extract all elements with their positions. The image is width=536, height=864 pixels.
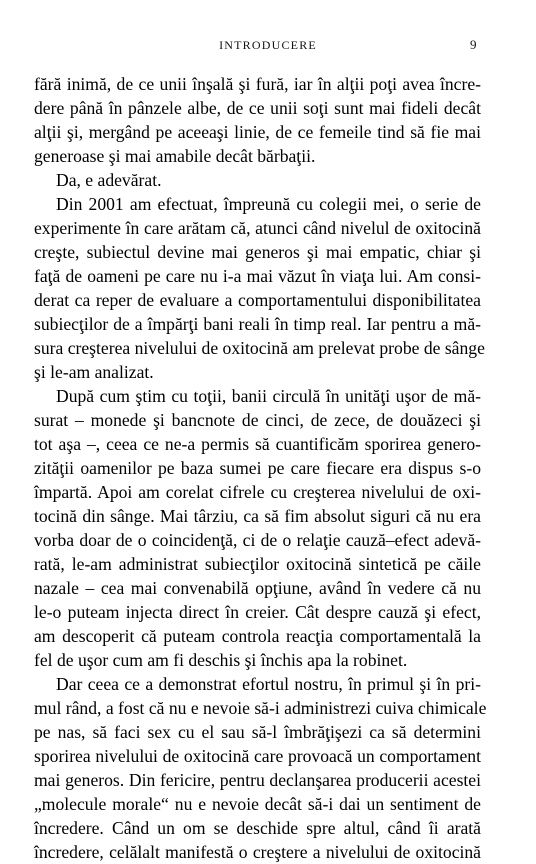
text-line: alţii şi, mergând pe aceeaşi linie, de ce femeile tind să fie mai [34,122,481,142]
body-text [34,72,487,864]
text-line: derat ca reper de evaluare a comportamentului disponibilitatea [34,290,481,310]
text-line: Da, e adevărat. [56,170,162,190]
text-line: generoase şi mai amabile decât bărbaţii. [34,146,316,166]
text-line: tot aşa –, ceea ce ne-a permis să cuantificăm sporirea genero- [34,434,481,454]
text-line: subiecţilor de a împărţi bani reali în timp real. Iar pentru a mă- [34,314,481,334]
text-line: rată, le-am administrat subiecţilor oxitocină sintetică pe căile [34,554,481,574]
text-line: mul rând, a fost că nu e nevoie să-i administrezi cuiva chimicale [34,698,487,718]
text-line: experimente în care arătam că, atunci când nivelul de oxitocină [34,218,481,238]
text-line: zităţii oamenilor pe baza sumei pe care fiecare era dispus s-o [34,458,481,478]
text-line: Dar ceea ce a demonstrat efortul nostru, în primul şi în pri- [56,674,481,694]
text-line: împartă. Apoi am corelat cifrele cu creşterea nivelului de oxi- [34,482,481,502]
text-line: „molecule morale“ nu e nevoie decât să-i dai un sentiment de [34,794,481,814]
text-line: mai generos. Din fericire, pentru declanşarea producerii acestei [34,770,481,790]
text-line: le-o puteam injecta direct în creier. Cât despre cauză şi efect, [34,602,481,622]
text-line: încredere, celălalt manifestă o creştere a nivelului de oxitocină [34,842,481,862]
text-line: După cum ştim cu toţii, banii circulă în unităţi uşor de mă- [56,386,481,406]
text-line: tocină din sânge. Mai târziu, ca să fim absolut siguri că nu era [34,506,481,526]
text-line: sura creşterea nivelului de oxitocină am prelevat probe de sânge [34,338,485,358]
running-header-title: INTRODUCERE [219,38,317,52]
text-line: surat – monede şi bancnote de cinci, de zece, de douăzeci şi [34,410,481,430]
text-line: am descoperit că puteam controla reacţia comportamentală la [34,626,481,646]
text-line: creşte, subiectul devine mai generos şi mai empatic, chiar şi [34,242,481,262]
page-number: 9 [470,37,477,52]
text-line: încredere. Când un om se deschide spre altul, când îi arată [34,818,481,838]
text-line: fără inimă, de ce unii înşală şi fură, iar în alţii poţi avea încre- [34,74,481,94]
text-line: fel de uşor cum am fi deschis şi închis apa la robinet. [34,650,408,670]
text-line: sporirea nivelului de oxitocină care provoacă un comportament [34,746,481,766]
text-line: şi le-am analizat. [34,362,154,382]
text-line: vorba doar de o coincidenţă, ci de o relaţie cauză–efect adevă- [34,530,481,550]
text-line: faţă de oameni pe care nu i-a mai văzut în viaţa lui. Am consi- [34,266,481,286]
text-line: pe nas, să faci sex cu el sau să-l îmbrăţişezi ca să determini [34,722,481,742]
text-line: nazale – cea mai convenabilă opţiune, având în vedere că nu [34,578,481,598]
text-line: Din 2001 am efectuat, împreună cu colegii mei, o serie de [56,194,481,214]
text-line: dere până în pânzele albe, de ce unii soţi sunt mai fideli decât [34,98,481,118]
